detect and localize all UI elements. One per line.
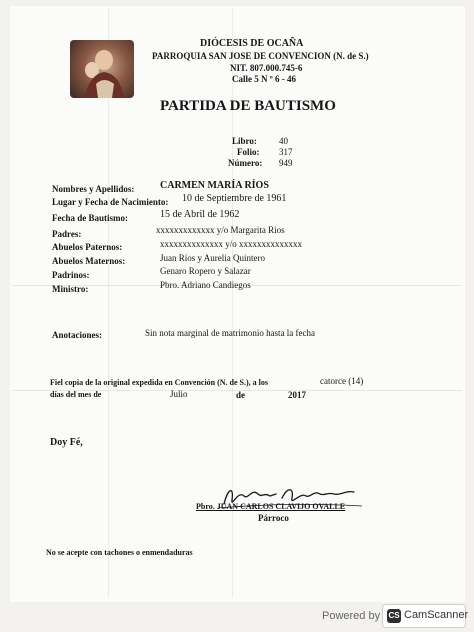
padrinos-label: Padrinos: xyxy=(52,270,90,280)
certification-line-1: Fiel copia de la original expedida en Convención (N. de S.), a los xyxy=(50,378,269,387)
powered-by-label: Powered by xyxy=(322,610,381,622)
footer-note: No se acepte con tachones o enmendaduras xyxy=(46,548,193,557)
certification-day: catorce (14) xyxy=(320,376,364,386)
certification-month: Julio xyxy=(170,389,188,399)
padres-value: xxxxxxxxxxxxx y/o Margarita Ríos xyxy=(156,225,285,235)
lugar-value: 10 de Septiembre de 1961 xyxy=(182,193,287,204)
fecha-bautismo-value: 15 de Abril de 1962 xyxy=(160,209,240,220)
ministro-value: Pbro. Adriano Candiegos xyxy=(160,280,251,290)
abuelos-paternos-value: xxxxxxxxxxxxxx y/o xxxxxxxxxxxxxx xyxy=(160,239,303,249)
padrinos-value: Genaro Ropero y Salazar xyxy=(160,266,251,276)
parish-nit: NIT. 807.000.745-6 xyxy=(230,63,303,73)
numero-label: Número: xyxy=(228,158,263,168)
abuelos-maternos-label: Abuelos Maternos: xyxy=(52,256,126,266)
doy-fe: Doy Fé, xyxy=(50,437,83,448)
camscanner-logo-icon: CS xyxy=(387,609,401,623)
libro-value: 40 xyxy=(279,136,288,146)
abuelos-maternos-value: Juan Ríos y Aurelia Quintero xyxy=(160,253,265,263)
libro-label: Libro: xyxy=(232,136,257,146)
fecha-bautismo-label: Fecha de Bautismo: xyxy=(52,213,128,223)
nombres-label: Nombres y Apellidos: xyxy=(52,184,135,194)
parish-name: PARROQUIA SAN JOSE DE CONVENCION (N. de S.) xyxy=(152,51,369,61)
ministro-label: Ministro: xyxy=(52,284,89,294)
numero-value: 949 xyxy=(279,158,293,168)
folio-value: 317 xyxy=(279,147,293,157)
signatory-role: Párroco xyxy=(258,513,289,523)
lugar-label: Lugar y Fecha de Nacimiento: xyxy=(52,197,169,207)
certification-de: de xyxy=(236,390,245,400)
religious-image-icon xyxy=(70,40,134,98)
page-title: PARTIDA DE BAUTISMO xyxy=(160,98,336,114)
anotaciones-value: Sin nota marginal de matrimonio hasta la fecha xyxy=(145,328,316,338)
anotaciones-label: Anotaciones: xyxy=(52,330,102,340)
camscanner-badge xyxy=(382,604,469,628)
nombres-value: CARMEN MARÍA RÍOS xyxy=(160,180,269,191)
folio-label: Folio: xyxy=(237,147,260,157)
signatory-name: Pbro. JUAN CARLOS CLAVIJO OVALLE xyxy=(196,502,346,511)
abuelos-paternos-label: Abuelos Paternos: xyxy=(52,242,123,252)
padres-label: Padres: xyxy=(52,229,82,239)
parish-address: Calle 5 N º 6 - 46 xyxy=(232,74,296,84)
certification-line-2: días del mes de xyxy=(50,390,102,399)
certification-year: 2017 xyxy=(288,390,306,400)
camscanner-brand: CamScanner xyxy=(404,609,469,621)
diocese-name: DIÓCESIS DE OCAÑA xyxy=(200,38,304,49)
